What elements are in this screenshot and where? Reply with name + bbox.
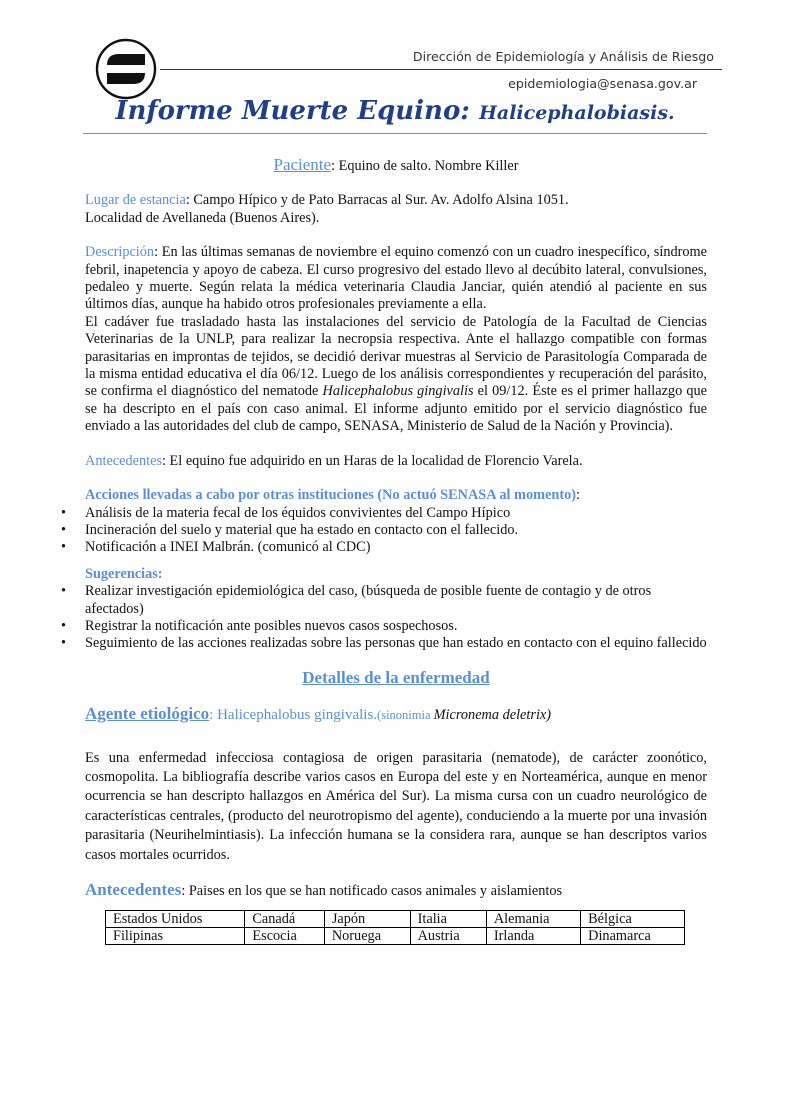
lugar-label: Lugar de estancia bbox=[85, 192, 186, 209]
descripcion-species: Halicephalobus gingivalis bbox=[322, 383, 474, 400]
list-item: • Notificación a INEI Malbrán. (comunicó al CDC) bbox=[85, 539, 707, 556]
antecedentes-label: Antecedentes bbox=[85, 452, 163, 469]
table-cell: Italia bbox=[410, 911, 486, 928]
agente-text: : Halicephalobus gingivalis. bbox=[209, 707, 378, 724]
table-cell: Estados Unidos bbox=[106, 911, 245, 928]
page-title bbox=[0, 96, 790, 126]
list-item: • Análisis de la materia fecal de los équidos convivientes del Campo Hípico bbox=[85, 505, 707, 522]
table-cell: Japón bbox=[324, 911, 410, 928]
header-email: epidemiologia@senasa.gov.ar bbox=[508, 76, 697, 91]
descripcion-p2 bbox=[85, 314, 707, 436]
list-item: • Realizar investigación epidemiológica del caso, (búsqueda de posible fuente de contagio y de otros afectados) bbox=[85, 583, 707, 618]
table-row bbox=[106, 928, 685, 945]
lugar-line bbox=[85, 192, 707, 227]
list-item: • Incineración del suelo y material que ha estado en contacto con el fallecido. bbox=[85, 522, 707, 539]
descripcion-p2-a: El cadáver fue trasladado hasta las instalaciones del servicio de Patología de la Facultad de Ciencias Veterinarias de la UNLP, para realizar la necropsia respectiva. Ante el hallazgo compatible con formas parasitarias en improntas de tejidos, se decidió derivar muestras al Servicio de Parasitología Comparada de la misma entidad educativa el día 06/12. Luego de los análisis correspondientes y recuperación del parásito, se confirma el diagnóstico del nematode bbox=[85, 313, 707, 400]
antecedentes2-line bbox=[85, 881, 707, 900]
lugar-line2: Localidad de Avellaneda (Buenos Aires). bbox=[85, 209, 320, 226]
table-cell: Bélgica bbox=[581, 911, 685, 928]
table-cell: Noruega bbox=[324, 928, 410, 945]
report-body bbox=[85, 152, 707, 945]
table-cell: Alemania bbox=[486, 911, 580, 928]
header-department: Dirección de Epidemiología y Análisis de Riesgo bbox=[412, 49, 714, 64]
paciente-text: : Equino de salto. Nombre Killer bbox=[331, 158, 519, 174]
countries-table bbox=[105, 910, 685, 945]
paciente-label: Paciente bbox=[273, 155, 332, 174]
agente-small: (sinonimia bbox=[377, 708, 434, 723]
detalles-title: Detalles de la enfermedad bbox=[302, 667, 490, 687]
antecedentes-text: : El equino fue adquirido en un Haras de la localidad de Florencio Varela. bbox=[162, 452, 583, 469]
detalles-heading bbox=[85, 669, 707, 688]
descripcion-p1 bbox=[85, 244, 707, 314]
table-row bbox=[106, 911, 685, 928]
acciones-label: Acciones llevadas a cabo por otras instituciones (No actuó SENASA al momento) bbox=[85, 487, 576, 504]
descripcion-text: : En las últimas semanas de noviembre el equino comenzó con un cuadro inespecífico, síndrome febril, inapetencia y apoyo de cabeza. El curso progresivo del estado llevo al decúbito lateral, convulsiones, pedaleo y muerte. Según relata la médica veterinaria Claudia Janciar, quién atendió al paciente en sus últimos días, aunque ha habido otros profesionales previamente a ella. bbox=[85, 244, 707, 313]
acciones-heading bbox=[85, 487, 707, 504]
descripcion-p2-b: el 09/12. Éste es el primer hallazgo que se ha descripto en el país con caso animal. El informe adjunto emitido por el servicio diagnóstico fue enviado a las autoridades del club de campo, SENASA, Ministerio de Salud de la Nación y Provincia). bbox=[85, 383, 707, 435]
list-item: • Registrar la notificación ante posibles nuevos casos sospechosos. bbox=[85, 618, 707, 635]
agente-line bbox=[85, 705, 707, 724]
table-cell: Escocia bbox=[245, 928, 324, 945]
sugerencias-list bbox=[85, 583, 707, 653]
table-cell: Canadá bbox=[245, 911, 324, 928]
acciones-list bbox=[85, 505, 707, 557]
agente-label: Agente etiológico bbox=[85, 704, 210, 724]
table-cell: Irlanda bbox=[486, 928, 580, 945]
paciente-line bbox=[85, 156, 707, 175]
title-divider bbox=[83, 133, 707, 134]
table-cell: Dinamarca bbox=[581, 928, 685, 945]
table-cell: Filipinas bbox=[106, 928, 245, 945]
sugerencias-heading bbox=[85, 566, 707, 583]
header-divider bbox=[160, 69, 722, 70]
antecedentes2-label: Antecedentes bbox=[85, 880, 182, 899]
senasa-logo-icon bbox=[95, 38, 157, 100]
list-item: • Seguimiento de las acciones realizadas sobre las personas que han estado en contacto con el equino fallecido bbox=[85, 635, 707, 652]
enfermedad-text: Es una enfermedad infecciosa contagiosa de origen parasitaria (nematode), de carácter zoonótico, cosmopolita. La bibliografía describe varios casos en Europa del este y en Norteamérica, aunque en menor ocurrencia se han descripto hallazgos en América del Sur). La misma cursa con un cuadro neurológico de características centrales, (producto del neurotropismo del agente), conduciendo a la muerte por una invasión parasitaria (Neurihelmintiasis). La infección humana se la considera rara, aunque se han descriptos varios casos mortales ocurridos. bbox=[85, 749, 707, 863]
antecedentes-line bbox=[85, 453, 707, 470]
title-main: Informe Muerte Equino: bbox=[115, 96, 470, 126]
acciones-colon: : bbox=[576, 487, 580, 504]
agente-synonym: Micronema deletrix) bbox=[433, 707, 552, 724]
descripcion-label: Descripción bbox=[85, 244, 155, 261]
antecedentes2-text: : Paises en los que se han notificado casos animales y aislamientos bbox=[181, 883, 563, 899]
title-sub: Halicephalobiasis. bbox=[478, 102, 675, 124]
lugar-text: : Campo Hípico y de Pato Barracas al Sur. Av. Adolfo Alsina 1051. bbox=[185, 192, 569, 209]
sugerencias-label: Sugerencias: bbox=[85, 565, 163, 582]
table-cell: Austria bbox=[410, 928, 486, 945]
